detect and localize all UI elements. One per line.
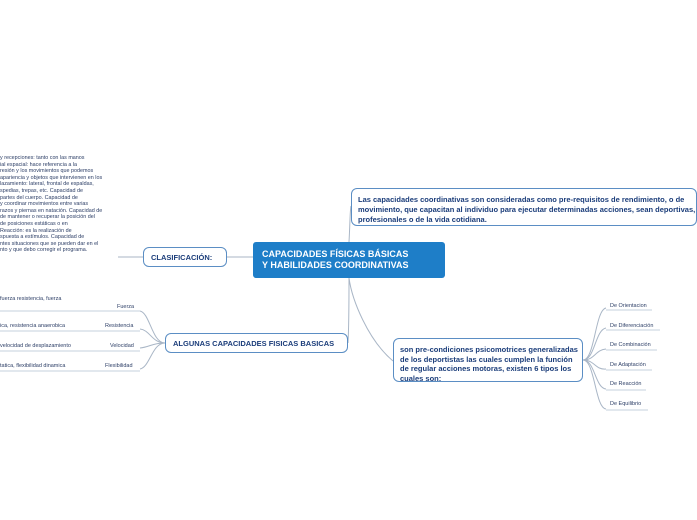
central-topic-line1: CAPACIDADES FÍSICAS BÁSICAS [262,249,409,259]
clasificacion-text-line: Reacción: es la realización de [0,227,72,234]
fuerza-detail: fuerza resistencia, fuerza [0,296,62,302]
clasificacion-text-line: spuesta a estímulos. Capacidad de [0,234,85,241]
clasificacion-text-line: partes del cuerpo. Capacidad de [0,194,78,201]
clasificacion-text-line: y recepciones: tanto con las manos [0,155,85,161]
algunas-capacidades-node[interactable] [165,333,348,353]
clasificacion-text-line: ntes situaciones que se pueden dar en el [0,240,99,247]
clasificacion-text-line: spedias, trepas, etc. Capacidad de [0,187,84,194]
tipo-equilibrio[interactable]: De Equilibrio [610,401,642,407]
clasificacion-text-line: ial espacial: hace referencia a la [0,161,78,168]
velocidad-detail: velocidad de desplazamiento [0,343,71,349]
tipo-diferenciacion[interactable]: De Diferenciación [610,323,654,329]
clasificacion-text-line: de mantener o recuperar la posición del [0,214,95,221]
clasificacion-text-line: nto y que debo corregir el programa. [0,247,88,254]
precondiciones-node[interactable] [393,338,583,382]
clasificacion-text [0,155,118,254]
precondiciones-text: son pre-condiciones psicomotrices generalizadas de los deportistas las cuales cumplen la función de regular acciones motoras, existen 6 tipos los cuales son: [400,345,578,383]
clasificacion-text-line: apariencia y objetos que intervienen en los [0,174,103,181]
algunas-capacidades-label: ALGUNAS CAPACIDADES FISICAS BASICAS [173,339,335,348]
central-topic[interactable] [253,242,445,278]
tipo-combinacion[interactable]: De Combinación [610,342,651,348]
tipo-orientacion[interactable]: De Orientacion [610,303,647,309]
clasificacion-text-line: razos y piernas en natación. Capacidad de [0,207,103,214]
flexibilidad-detail: tatica, flexibilidad dinamica [0,363,66,369]
tipo-reaccion[interactable]: De Reacción [610,381,642,387]
clasificacion-text-line: y coordinar movimientos entre varias [0,201,89,208]
resistencia-node[interactable]: Resistencia [105,323,134,329]
coordinativas-intro-node[interactable] [351,188,697,226]
clasificacion-label: CLASIFICACIÓN: [151,253,213,262]
clasificacion-text-line: de posiciones estáticas o en [0,220,68,227]
clasificacion-text-line: resión y los movimientos que podemos [0,168,94,175]
flexibilidad-node[interactable]: Flexibilidad [105,363,133,369]
clasificacion-node[interactable] [143,247,227,267]
resistencia-detail: ica, resistencia anaerobica [0,323,66,329]
coordinativas-intro-text: Las capacidades coordinativas son consideradas como pre-requisitos de rendimiento, o de movimiento, que capacitan al individuo para ejecutar determinadas acciones, sean deportivas, profesionales o de la vida cotidiana. [358,195,696,224]
clasificacion-text-line: lazamiento: lateral, frontal de espaldas, [0,181,94,188]
fuerza-node[interactable]: Fuerza [117,304,135,310]
central-topic-line2: Y HABILIDADES COORDINATIVAS [262,260,409,270]
velocidad-node[interactable]: Velocidad [110,343,134,349]
tipo-adaptacion[interactable]: De Adaptación [610,362,646,368]
